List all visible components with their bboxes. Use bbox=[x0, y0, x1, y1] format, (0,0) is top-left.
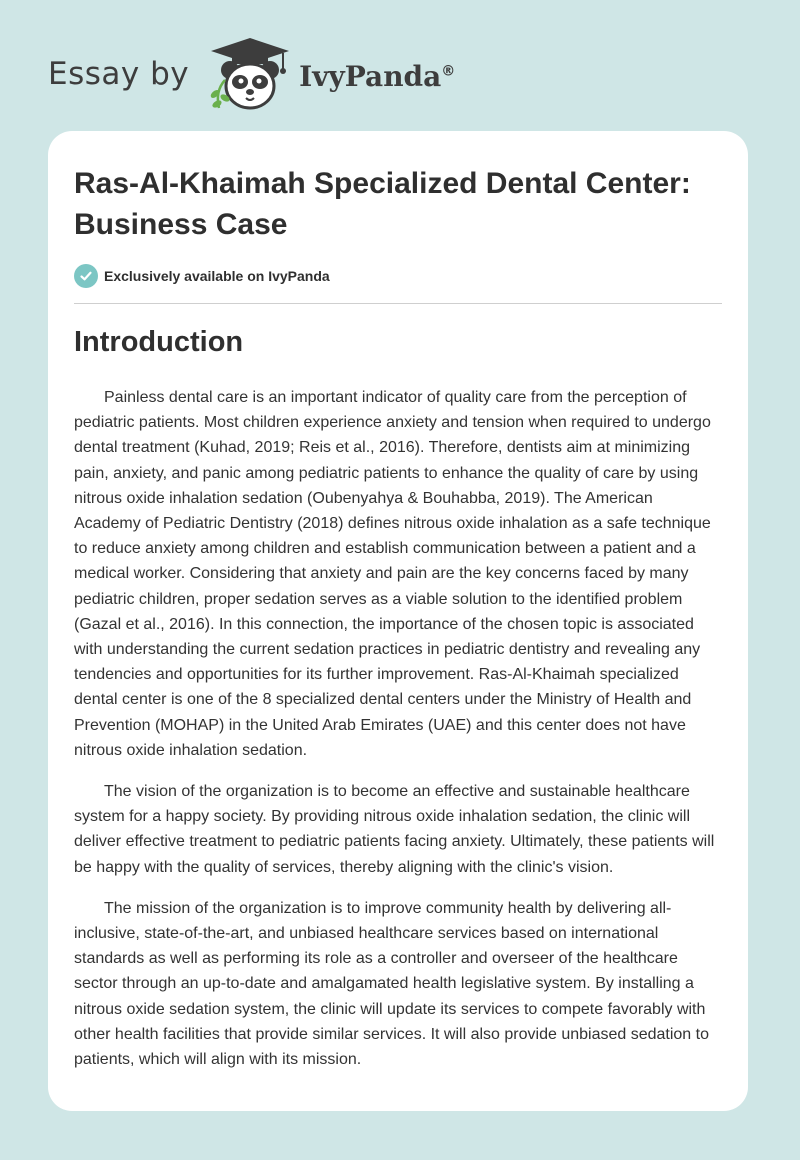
brand-name[interactable]: IvyPanda® bbox=[299, 59, 456, 93]
check-circle-icon bbox=[74, 264, 98, 288]
paragraph: The mission of the organization is to improve community health by delivering all-inclusive, state-of-the-art, and unbiased healthcare services based on international standards as well as performing its role as a controller and overseer of the healthcare sector through an up-to-date and amalgamated health legislative system. By installing a nitrous oxide sedation system, the clinic will update its services to compete favorably with other health facilities that provide similar services. It will also provide unbiased sedation to patients, which will align with its mission. bbox=[74, 899, 709, 1069]
panda-logo-icon[interactable] bbox=[205, 36, 295, 112]
divider bbox=[74, 303, 722, 304]
exclusive-badge-label: Exclusively available on IvyPanda bbox=[104, 268, 330, 284]
site-header bbox=[48, 36, 455, 112]
exclusive-badge bbox=[74, 264, 330, 288]
essay-by-label: Essay by bbox=[48, 56, 190, 92]
section-heading: Introduction bbox=[74, 326, 244, 358]
essay-card bbox=[48, 131, 748, 1111]
registered-mark: ® bbox=[441, 63, 456, 80]
paragraph: The vision of the organization is to become an effective and sustainable healthcare system for a happy society. By providing nitrous oxide inhalation sedation, the clinic will deliver effective treatment to pediatric patients facing anxiety. Ultimately, these patients will be happy with the quality of services, thereby aligning with the clinic's vision. bbox=[74, 783, 715, 876]
essay-title: Ras-Al-Khaimah Specialized Dental Center: Business Case bbox=[74, 167, 691, 241]
essay-body bbox=[74, 385, 722, 1088]
paragraph: Painless dental care is an important indicator of quality care from the perception of pediatric patients. Most children experience anxiety and tension when required to undergo dental treatment (Kuhad, 2019; Reis et al., 2016). Therefore, dentists aim at minimizing pain, anxiety, and panic among pediatric patients to enhance the quality of care by using nitrous oxide inhalation sedation (Oubenyahya & Bouhabba, 2019). The American Academy of Pediatric Dentistry (2018) defines nitrous oxide inhalation as a safe technique to reduce anxiety among children and establish communication between a patient and a medical worker. Considering that anxiety and pain are the key concerns faced by many pediatric children, proper sedation serves as a viable solution to the identified problem (Gazal et al., 2016). In this connection, the importance of the chosen topic is associated with understanding the current sedation practices in pediatric dentistry and revealing any tendencies and opportunities for its further improvement. Ras-Al-Khaimah specialized dental center is one of the 8 specialized dental centers under the Ministry of Health and Prevention (MOHAP) in the United Arab Emirates (UAE) and this center does not have nitrous oxide inhalation sedation. bbox=[74, 389, 711, 759]
